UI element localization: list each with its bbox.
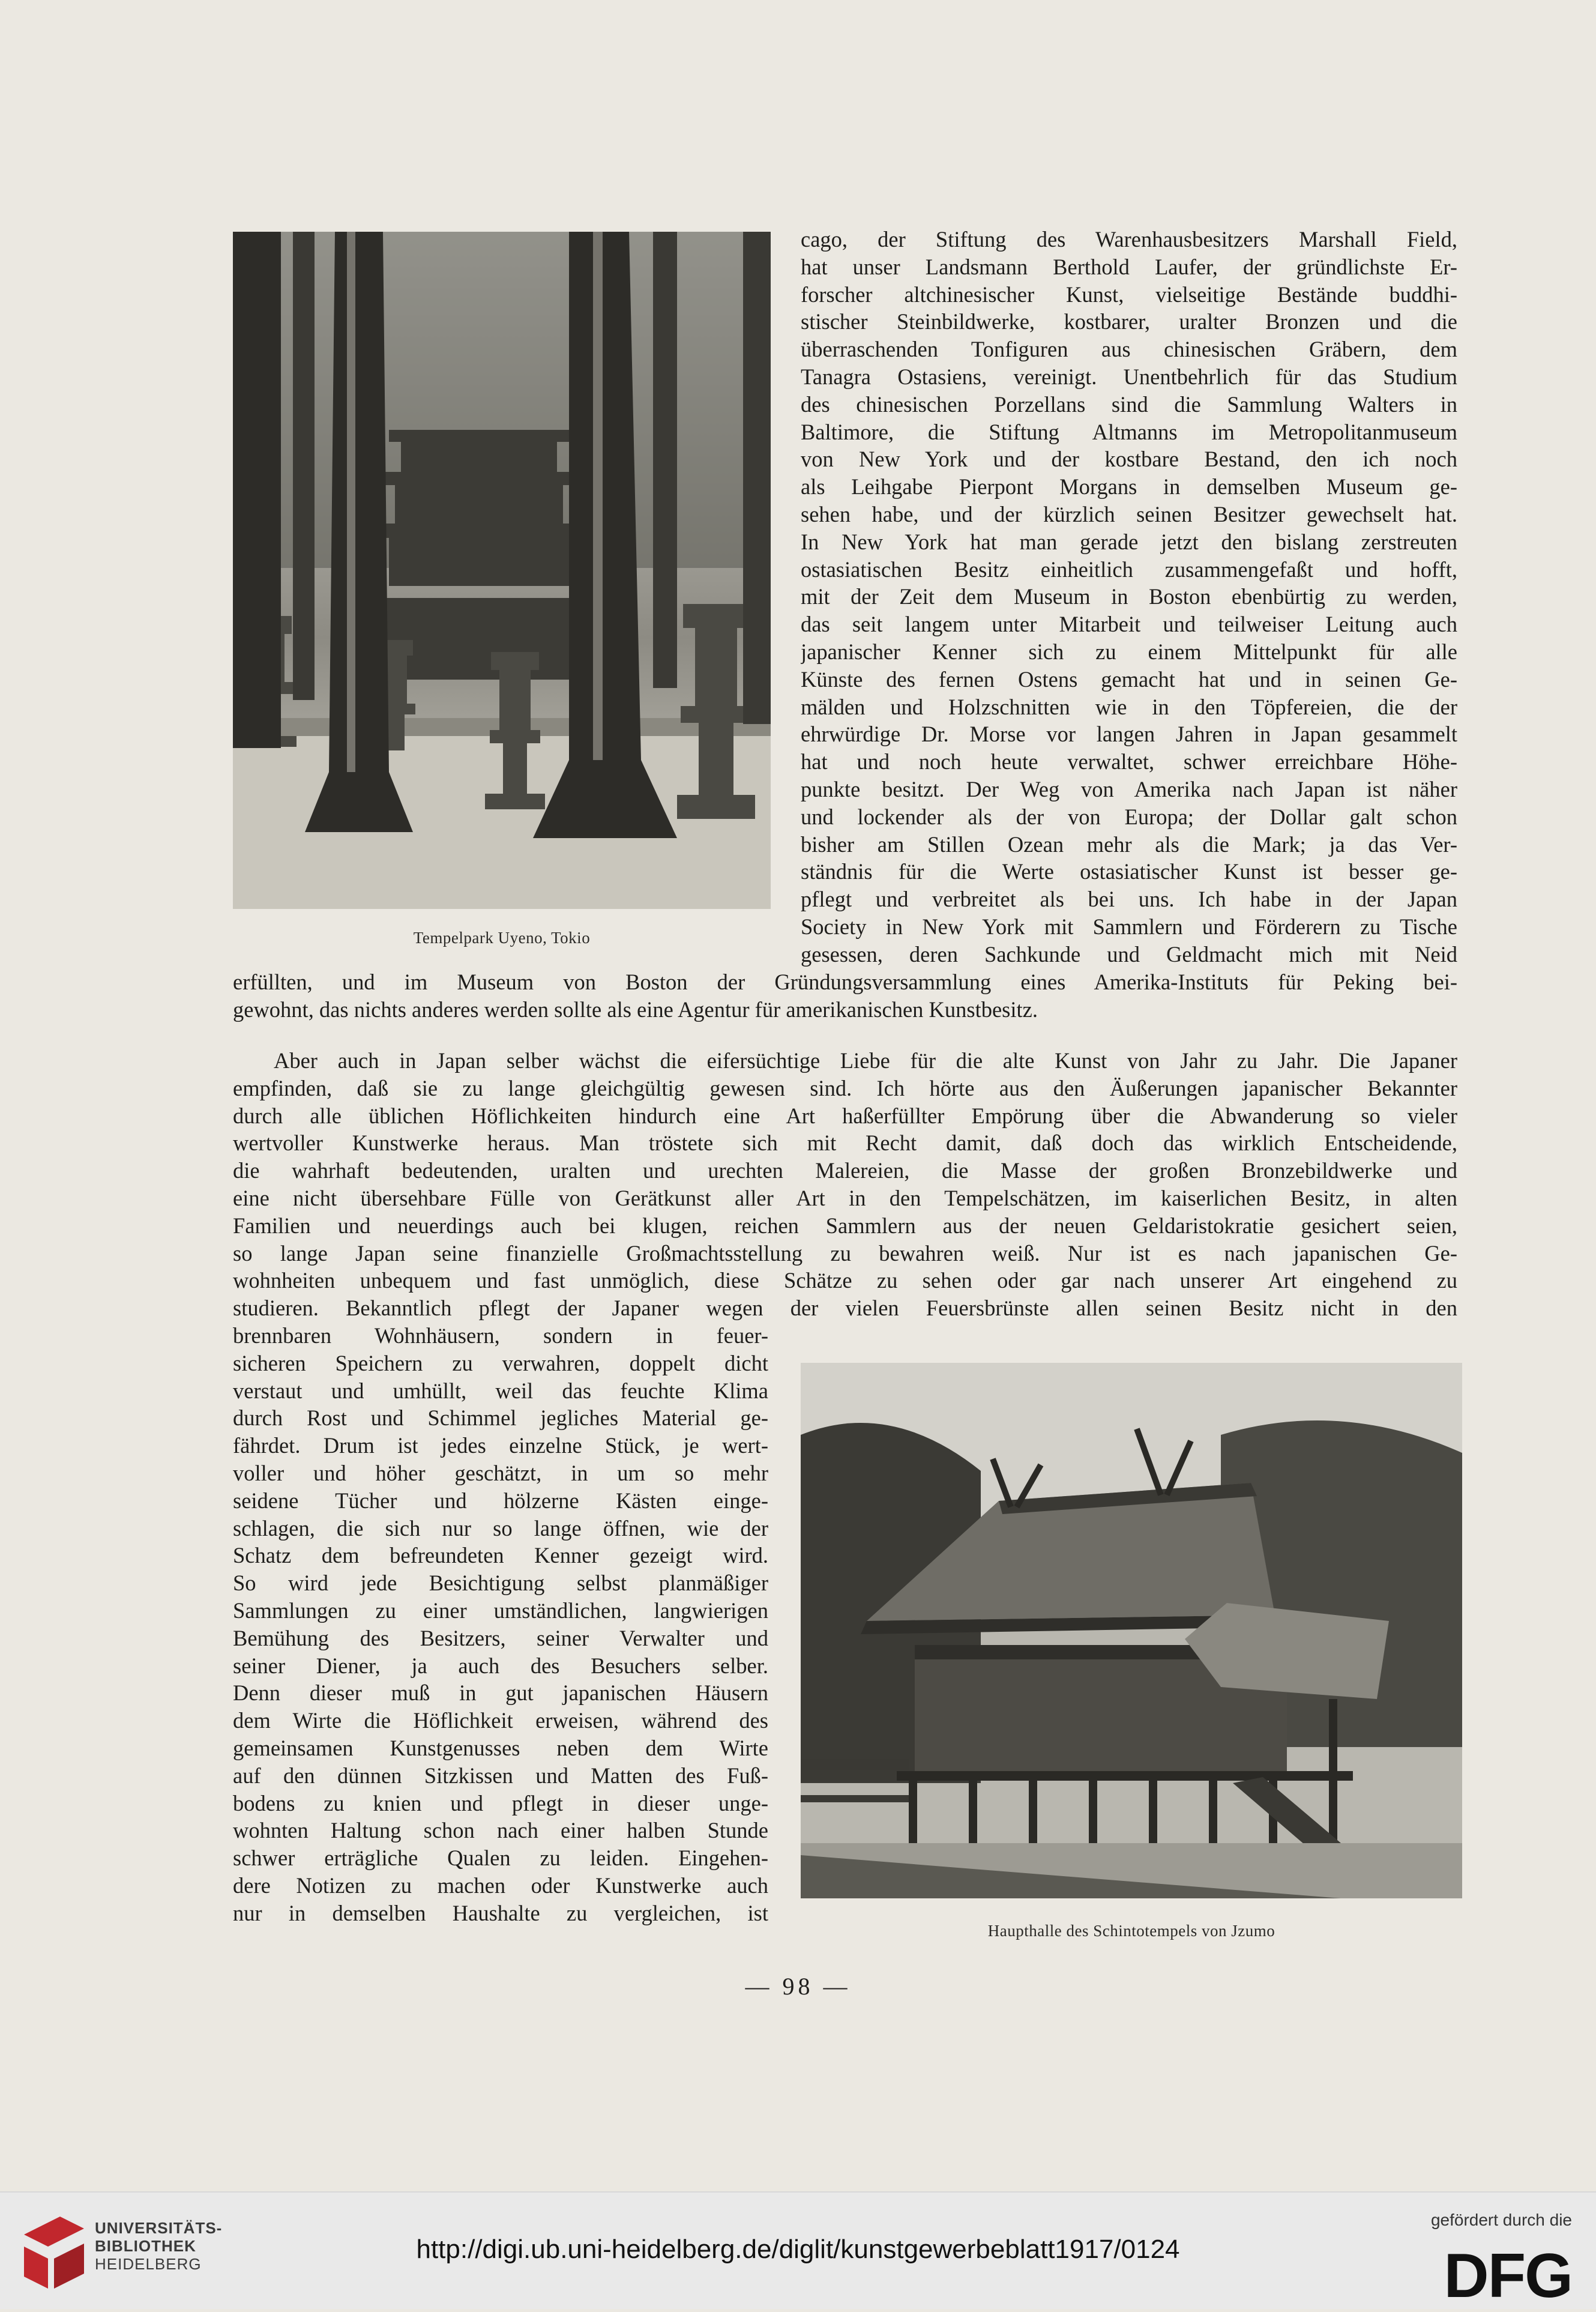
text-line: durch alle üblichen Höflichkeiten hindurch eine Art haßerfüllter Empörung über die Abwanderung so vieler (233, 1103, 1457, 1128)
text-line: bisher am Stillen Ozean mehr als die Mark; ja das Ver- (801, 832, 1457, 857)
caption-schintotempel: Haupthalle des Schintotempels von Jzumo (987, 1922, 1275, 1940)
text-line: nur in demselben Haushalte zu vergleichen, ist (233, 1900, 768, 1925)
text-line: dem Wirte die Höflichkeit erweisen, während des (233, 1708, 768, 1733)
text-line: sicheren Speichern zu verwahren, doppelt dicht (233, 1350, 768, 1375)
text-line: fährdet. Drum ist jedes einzelne Stück, je wert- (233, 1433, 768, 1458)
caption-tempelpark: Tempelpark Uyeno, Tokio (413, 929, 591, 947)
library-line1: UNIVERSITÄTS- (95, 2219, 223, 2237)
text-line: Society in New York mit Sammlern und Förderern zu Tische (801, 914, 1457, 939)
text-line: verstaut und umhüllt, weil das feuchte Klima (233, 1378, 768, 1403)
text-line: seidene Tücher und hölzerne Kästen einge- (233, 1488, 768, 1513)
text-line: Tanagra Ostasiens, vereinigt. Unentbehrlich für das Studium (801, 364, 1457, 389)
text-line: eine nicht übersehbare Fülle von Gerätkunst aller Art in den Tempelschätzen, im kaiserlichen Besitz, in alten (233, 1185, 1457, 1210)
text-line: durch Rost und Schimmel jegliches Material ge- (233, 1405, 768, 1431)
text-line: bodens zu knien und pflegt in dieser unge- (233, 1790, 768, 1815)
text-line: erfüllten, und im Museum von Boston der Gründungsversammlung eines Amerika-Instituts für Peking bei- (233, 970, 1457, 994)
text-line: von New York und der kostbare Bestand, den ich noch (801, 447, 1457, 472)
text-line: Künste des fernen Ostens gemacht hat und in seinen Ge- (801, 666, 1457, 692)
text-line: wohnheiten unbequem und fast unmöglich, diese Schätze zu sehen oder gar nach unserer Art eingehend zu (233, 1268, 1457, 1293)
text-column-top-right (801, 226, 1457, 968)
text-line: pflegt und verbreitet als bei uns. Ich habe in der Japan (801, 887, 1457, 912)
text-line: wohnten Haltung schon nach einer halben Stunde (233, 1818, 768, 1843)
text-line: Schatz dem befreundeten Kenner gezeigt wird. (233, 1543, 768, 1568)
text-line: In New York hat man gerade jetzt den bislang zerstreuten (801, 529, 1457, 554)
footer-bar (0, 2191, 1596, 2309)
text-paragraph-2 (233, 1047, 1457, 1322)
text-line: schlagen, die sich nur so lange öffnen, wie der (233, 1515, 768, 1541)
text-line: so lange Japan seine finanzielle Großmachtsstellung zu bewahren weiß. Nur ist es nach japanischen Ge- (233, 1240, 1457, 1266)
text-line: japanischer Kenner sich zu einem Mittelpunkt für alle (801, 639, 1457, 664)
permalink-url[interactable]: http://digi.ub.uni-heidelberg.de/diglit/kunstgewerbeblatt1917/0124 (416, 2235, 1180, 2264)
text-line: Baltimore, die Stiftung Altmanns im Metropolitanmuseum (801, 419, 1457, 444)
text-line: cago, der Stiftung des Warenhausbesitzers Marshall Field, (801, 227, 1457, 252)
photo-schintotempel-jzumo (801, 1363, 1462, 1898)
text-line: die wahrhaft bedeutenden, uralten und urechten Malereien, die Masse der großen Bronzebildwerke und (233, 1158, 1457, 1183)
text-line: brennbaren Wohnhäusern, sondern in feuer- (233, 1323, 768, 1348)
text-line: ständnis für die Werte ostasiatischer Kunst ist besser ge- (801, 859, 1457, 884)
text-line: voller und höher geschätzt, in um so mehr (233, 1460, 768, 1485)
text-line: das seit langem unter Mitarbeit und teilweiser Leitung auch (801, 612, 1457, 637)
text-line: Sammlungen zu einer umständlichen, langwierigen (233, 1598, 768, 1623)
text-line: gesessen, deren Sachkunde und Geldmacht mich mit Neid (801, 941, 1457, 967)
text-line: als Leihgabe Pierpont Morgans in demselben Museum ge- (801, 474, 1457, 500)
text-line: des chinesischen Porzellans sind die Sammlung Walters in (801, 391, 1457, 417)
text-line: punkte besitzt. Der Weg von Amerika nach Japan ist näher (801, 776, 1457, 801)
text-line: ehrwürdige Dr. Morse vor langen Jahren in Japan gesammelt (801, 722, 1457, 747)
text-line: forscher altchinesischer Kunst, vielseitige Bestände buddhi- (801, 282, 1457, 307)
text-column-bottom-left (233, 1322, 768, 1927)
text-line: sehen habe, und der kürzlich seinen Besitzer gewechselt hat. (801, 501, 1457, 527)
text-paragraph-1-tail (233, 968, 1457, 1024)
text-line: wertvoller Kunstwerke heraus. Man tröstete sich mit Recht damit, daß doch das wirklich Entscheidende, (233, 1130, 1457, 1156)
temple-park-illustration (233, 232, 771, 909)
text-line: auf den dünnen Sitzkissen und Matten des Fuß- (233, 1763, 768, 1788)
text-line: mit der Zeit dem Museum in Boston ebenbürtig zu werden, (801, 584, 1457, 609)
text-line: gemeinsamen Kunstgenusses neben dem Wirte (233, 1735, 768, 1760)
page-number: — 98 — (745, 1973, 851, 2000)
text-line: So wird jede Besichtigung selbst planmäßiger (233, 1571, 768, 1596)
text-line: mälden und Holzschnitten wie in den Töpfereien, die der (801, 694, 1457, 719)
text-line: gewohnt, das nichts anderes werden sollte als eine Agentur für amerikanischen Kunstbesitz. (233, 997, 1038, 1022)
text-line: empfinden, daß sie zu lange gleichgültig gewesen sind. Ich hörte aus den Äußerungen japanischer Bekannter (233, 1075, 1457, 1100)
text-line: hat unser Landsmann Berthold Laufer, der gründlichste Er- (801, 254, 1457, 279)
text-line: schwer erträgliche Qualen zu leiden. Eingehen- (233, 1846, 768, 1871)
photo-tempelpark-uyeno (233, 232, 771, 909)
library-line3: HEIDELBERG (95, 2255, 202, 2273)
shrine-hall-illustration (801, 1363, 1462, 1898)
text-line: dere Notizen zu machen oder Kunstwerke auch (233, 1873, 768, 1898)
text-line: Aber auch in Japan selber wächst die eifersüchtige Liebe für die alte Kunst von Jahr zu Jahr. Die Japaner (274, 1048, 1457, 1073)
dfg-logo: DFG (1444, 2241, 1572, 2311)
text-line: und lockender als der von Europa; der Dollar galt schon (801, 804, 1457, 829)
text-line: seiner Diener, ja auch des Besuchers selber. (233, 1653, 768, 1678)
text-line: hat und noch heute verwaltet, schwer erreichbare Höhe- (801, 749, 1457, 774)
text-line: stischer Steinbildwerke, kostbarer, uralter Bronzen und die (801, 309, 1457, 334)
text-line: studieren. Bekanntlich pflegt der Japaner wegen der vielen Feuersbrünste allen seinen Besitz nicht in den (233, 1296, 1457, 1321)
library-line2: BIBLIOTHEK (95, 2237, 196, 2255)
text-line: überraschenden Tonfiguren aus chinesischen Gräbern, dem (801, 337, 1457, 362)
text-line: Bemühung des Besitzers, seiner Verwalter und (233, 1625, 768, 1650)
text-line: ostasiatischen Besitz einheitlich zusammengefaßt und hofft, (801, 557, 1457, 582)
funding-note: gefördert durch die (1430, 2211, 1572, 2229)
text-line: Denn dieser muß in gut japanischen Häusern (233, 1680, 768, 1706)
text-line: Familien und neuerdings auch bei klugen, reichen Sammlern aus der neuen Geldaristokratie gesichert seien, (233, 1213, 1457, 1238)
